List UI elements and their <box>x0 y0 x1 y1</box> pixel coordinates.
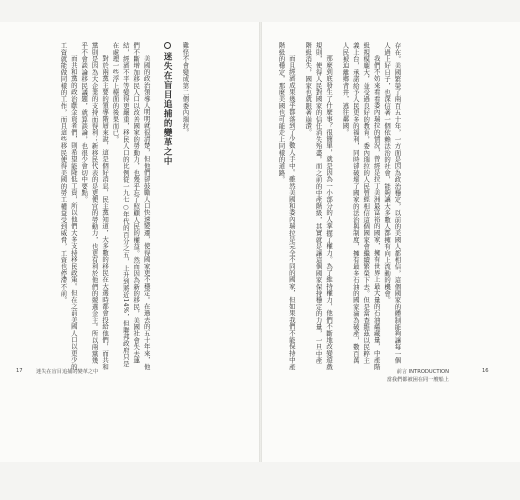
left-page-number: 17 <box>16 368 23 374</box>
left-paragraph-3: 對於兩黨主要的領導階層來說，這是個好消息，民主黨知道，大多數的移民在大選時都會投給他們，而共和黨則是因為大企業的支持而得利；新移民代表的是更便宜的勞動力，也更有利於他們的競選金主。所以兩黨幾乎不會談論移民議題，就算談論，也很少會切中要點。 <box>80 42 110 370</box>
left-page <box>52 42 258 370</box>
right-running-title-line-2: 當我們都被困在同一艘船上 <box>386 377 449 383</box>
right-page-number: 16 <box>482 368 489 374</box>
section-heading-text: 迷失在盲目追捕的變革之中 <box>162 52 173 166</box>
right-page <box>276 42 466 370</box>
right-paragraph-4: 而且經濟成果幾乎都落到了少數人手中。雖然美國和委內瑞拉是完全不同的國家，但如果我們不能保持中產階級的穩定，那麼美國也可能走上同樣的道路。 <box>277 42 296 370</box>
left-page-text <box>52 42 190 370</box>
right-page-text <box>276 42 402 370</box>
right-paragraph-3: 那麼到底發生了什麼事？很簡單，就是因為一小部分的人掌握了權力。為了維持權力，他們不斷地改變遊戲規則，使得人民對國家的信任消失殆盡。而之前的中產階級，其實就是讓這個國家保持穩定的力量，一旦中產階級消失，國家也就跟著崩潰。 <box>304 42 334 370</box>
left-paragraph-1: 難怪不會變成第二個委內瑞拉。 <box>181 42 190 136</box>
left-running-title: 迷失在盲目追捕的變革之中 <box>36 369 99 375</box>
left-paragraph-2: 美國的政治領導人明明就很清楚，但他們卻鼓勵人口快速變遷，使得國家更不穩定。在過去的五十年來，他們不斷增加移民人口以改善國家的勞動力，也幾乎忘了照顧人民的權益。然而因為新的移民，美國社會失去連結，經濟不平等變得更嚴重，移民人口的比例從一九七○年代的百分之五，上升到將近14%，但聯邦政府只是在處理一些浮上檯面的後果而已。 <box>111 42 151 370</box>
circle-bullet-icon <box>164 42 171 49</box>
right-running-title <box>354 368 449 384</box>
left-paragraph-4: 而共和黨的政治獻金資者們，則希望能降低工資，所以他們大多支持移民政策。但在之前美國人口以更少的工資就能做同樣的工作，而且這些移民使得美國的勞工權益受到威脅，工資也停滯不前。 <box>59 42 78 370</box>
right-paragraph-2: 我們不妨來看看委內瑞拉的情況，曾經是拉丁美洲最富裕的國家，擁有世界上最大量的石油蘊藏量，中產階級規模龐大，並受過良好的教育，委內瑞拉的人民曾經相信這個國家會繼續繁榮下去。但是當查維茲以民粹主義上台，承諾給予人民更多的福利，同時卻破壞了國家的法治與制度，擁有最多石油的國家淪為破產，數百萬人民被迫離鄉背井，逃往鄰國。 <box>341 42 381 370</box>
right-paragraph-1: 存在。美國繁榮了兩百五十年，一方面是因為政治穩定，以前的美國人都相信，這個國家的體制能夠讓每一個人過上好日子，也深信著一個依賴法治的社會，能夠讓大多數人都擁有向上流動的機會。 <box>383 42 402 364</box>
section-heading <box>162 42 172 370</box>
book-gutter <box>259 22 262 462</box>
right-running-title-line-1: 前言 INTRODUCTION <box>396 369 449 375</box>
